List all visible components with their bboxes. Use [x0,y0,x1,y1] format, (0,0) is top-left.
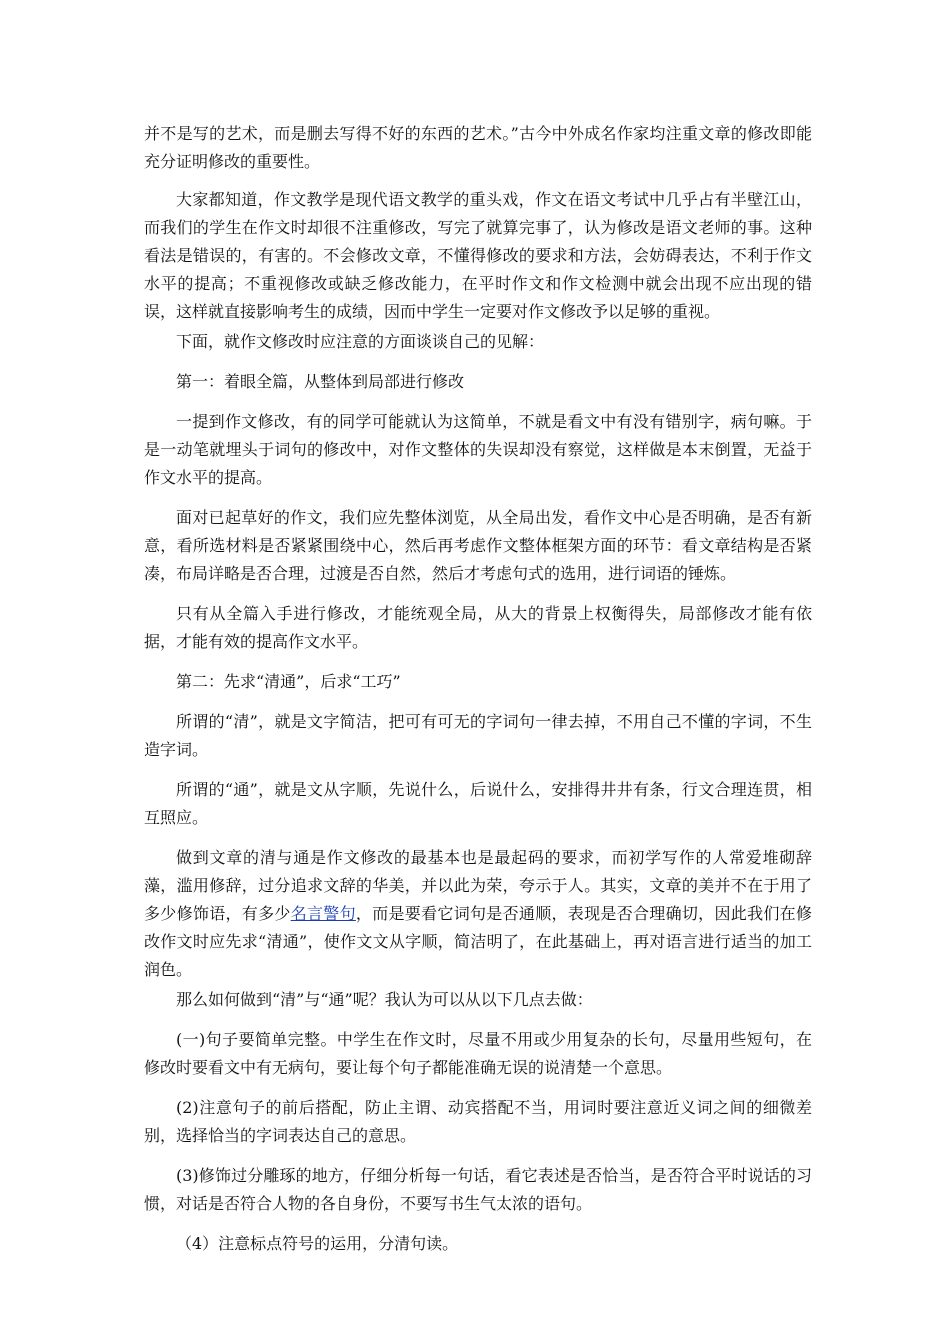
paragraph-3: 下面，就作文修改时应注意的方面谈谈自己的见解： [176,332,545,351]
list-item-2: (2)注意句子的前后搭配，防止主谓、动宾搭配不当，用词时要注意近义词之间的细微差别，选择恰当的字词表达自己的意思。 [144,1098,812,1145]
paragraph-7: 所谓的“清”，就是文字简洁，把可有可无的字词句一律去掉，不用自己不懂的字词，不生造字词。 [144,712,812,759]
paragraph-2: 大家都知道，作文教学是现代语文教学的重头戏，作文在语文考试中几乎占有半壁江山，而我们的学生在作文时却很不注重修改，写完了就算完事了，认为修改是语文老师的事。这种看法是错误的，有害的。不会修改文章，不懂得修改的要求和方法，会妨碍表达，不利于作文水平的提高；不重视修改或缺乏修改能力，在平时作文和作文检测中就会出现不应出现的错误，这样就直接影响考生的成绩，因而中学生一定要对作文修改予以足够的重视。 [144,190,812,321]
document-page [144,120,812,1258]
paragraph-4: 一提到作文修改，有的同学可能就认为这简单，不就是看文中有没有错别字，病句嘛。于是一动笔就埋头于词句的修改中，对作文整体的失误却没有察觉，这样做是本末倒置，无益于作文水平的提高。 [144,412,812,487]
paragraph-1: 并不是写的艺术，而是删去写得不好的东西的艺术。”古今中外成名作家均注重文章的修改即能充分证明修改的重要性。 [144,124,812,171]
paragraph-9 [144,844,812,984]
list-item-1: (一)句子要简单完整。中学生在作文时，尽量不用或少用复杂的长句，尽量用些短句，在修改时要看文中有无病句，要让每个句子都能准确无误的说清楚一个意思。 [144,1030,812,1077]
section-heading-2: 第二：先求“清通”，后求“工巧” [176,672,401,691]
paragraph-9-text-after: ，而是要看它词句是否通顺，表现是否合理确切，因此我们在修改作文时应先求“清通”，使作文文从字顺，简洁明了，在此基础上，再对语言进行适当的加工润色。 [144,904,812,979]
list-item-4: （4）注意标点符号的运用，分清句读。 [176,1234,459,1253]
list-item-3: (3)修饰过分雕琢的地方，仔细分析每一句话，看它表述是否恰当，是否符合平时说话的习惯，对话是否符合人物的各自身份，不要写书生气太浓的语句。 [144,1166,812,1213]
paragraph-10: 那么如何做到“清”与“通”呢？我认为可以从以下几点去做： [176,990,593,1009]
paragraph-6: 只有从全篇入手进行修改，才能统观全局，从大的背景上权衡得失，局部修改才能有依据，才能有效的提高作文水平。 [144,604,812,651]
quotes-link[interactable]: 名言警句 [290,904,356,923]
section-heading-1: 第一：着眼全篇，从整体到局部进行修改 [176,372,465,391]
paragraph-9-text-before: 做到文章的清与通是作文修改的最基本也是最起码的要求，而初学写作的人常爱堆砌辞藻，滥用修辞，过分追求文辞的华美，并以此为荣，夸示于人。其实，文章的美并不在于用了多少修饰语，有多少 [144,848,812,923]
paragraph-8: 所谓的“通”，就是文从字顺，先说什么，后说什么，安排得井井有条，行文合理连贯，相互照应。 [144,780,812,827]
paragraph-5: 面对已起草好的作文，我们应先整体浏览，从全局出发，看作文中心是否明确，是否有新意，看所选材料是否紧紧围绕中心，然后再考虑作文整体框架方面的环节：看文章结构是否紧凑，布局详略是否合理，过渡是否自然，然后才考虑句式的选用，进行词语的锤炼。 [144,508,812,583]
